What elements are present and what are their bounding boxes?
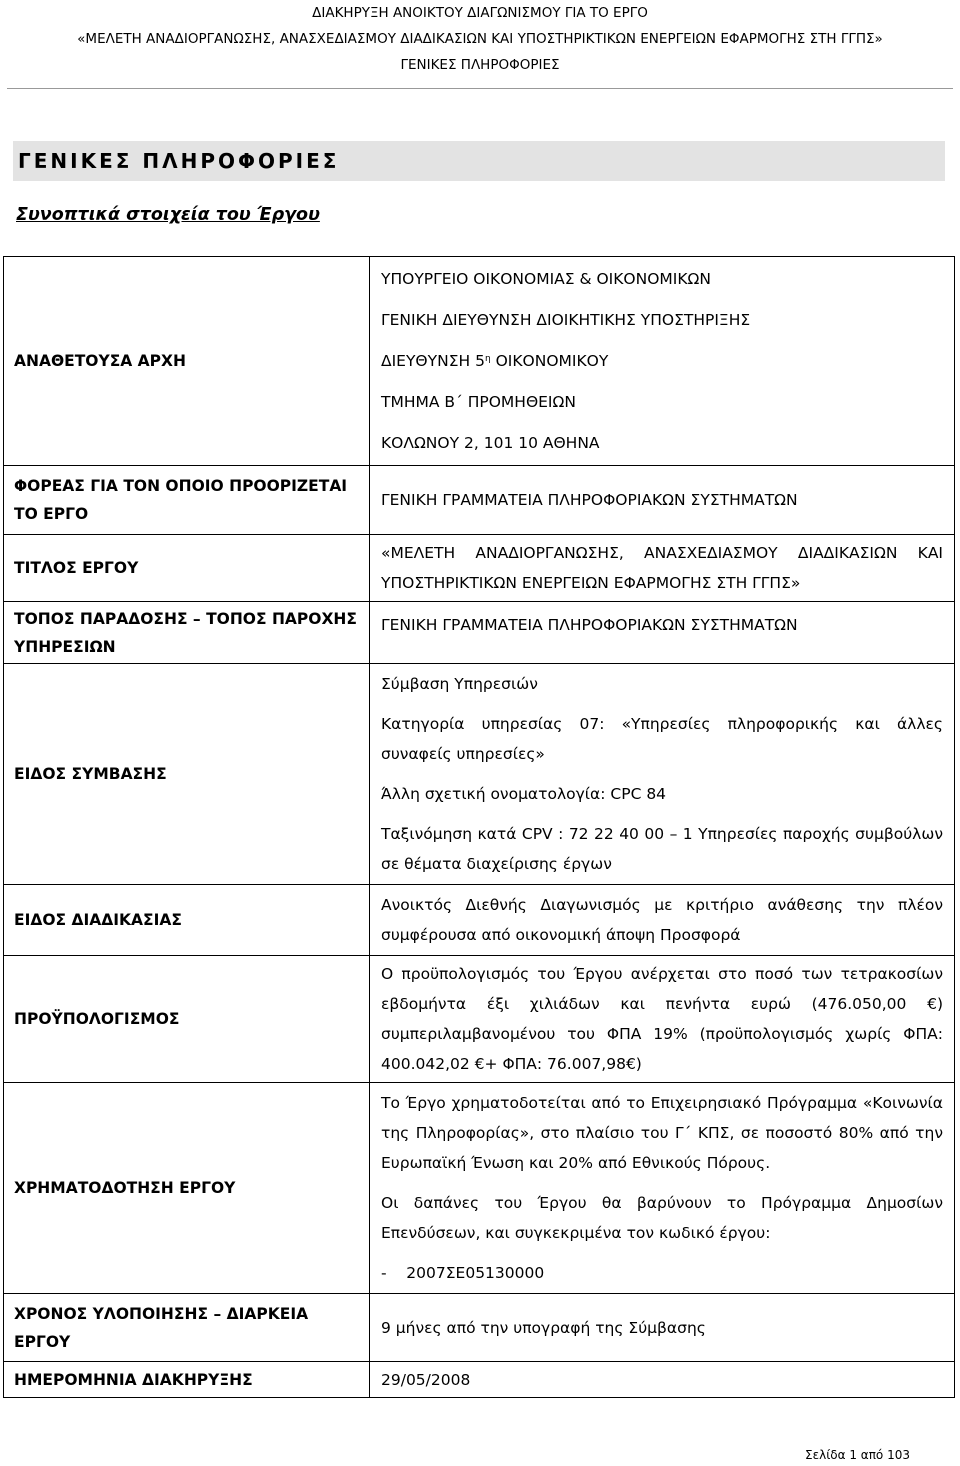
- table-row-place: [4, 602, 955, 664]
- funding-paragraph-2: Οι δαπάνες του Έργου θα βαρύνουν το Πρόγραμμα Δημοσίων Επενδύσεων, και συγκεκριμένα τον κωδικό έργου:: [381, 1194, 943, 1242]
- row-label: ΦΟΡΕΑΣ ΓΙΑ ΤΟΝ ΟΠΟΙΟ ΠΡΟΟΡΙΖΕΤΑΙ ΤΟ ΕΡΓΟ: [4, 466, 370, 535]
- contract-type-1: Σύμβαση Υπηρεσιών: [381, 675, 538, 693]
- table-row-funding: [4, 1083, 955, 1294]
- row-label: ΗΜΕΡΟΜΗΝΙΑ ΔΙΑΚΗΡΥΞΗΣ: [4, 1362, 370, 1398]
- row-value: 9 μήνες από την υπογραφή της Σύμβασης: [370, 1294, 955, 1362]
- table-row-title: [4, 535, 955, 602]
- contract-type-3: Άλλη σχετική ονοματολογία: CPC 84: [381, 785, 667, 803]
- header-divider: [7, 88, 953, 89]
- table-row-date: [4, 1362, 955, 1398]
- row-label: ΕΙΔΟΣ ΣΥΜΒΑΣΗΣ: [4, 664, 370, 885]
- row-value: ΓΕΝΙΚΗ ΓΡΑΜΜΑΤΕΙΑ ΠΛΗΡΟΦΟΡΙΑΚΩΝ ΣΥΣΤΗΜΑΤΩΝ: [370, 602, 955, 664]
- row-value: [370, 1083, 955, 1294]
- header-line-1: ΔΙΑΚΗΡΥΞΗ ΑΝΟΙΚΤΟΥ ΔΙΑΓΩΝΙΣΜΟΥ ΓΙΑ ΤΟ ΕΡΓΟ: [312, 5, 648, 21]
- division-text-2: ΟΙΚΟΝΟΜΙΚΟΥ: [490, 351, 609, 370]
- authority-address: ΚΟΛΩΝΟΥ 2, 101 10 ΑΘΗΝΑ: [381, 433, 600, 452]
- title-value: «ΜΕΛΕΤΗ ΑΝΑΔΙΟΡΓΑΝΩΣΗΣ, ΑΝΑΣΧΕΔΙΑΣΜΟΥ ΔΙΑΔΙΚΑΣΙΩΝ ΚΑΙ ΥΠΟΣΤΗΡΙΚΤΙΚΩΝ ΕΝΕΡΓΕΙΩΝ ΕΦΑΡΜΟΓΗΣ ΣΤΗ ΓΓΠΣ»: [381, 544, 943, 592]
- funding-project-code: - 2007ΣΕ05130000: [381, 1264, 545, 1282]
- row-label: ΧΡΟΝΟΣ ΥΛΟΠΟΙΗΣΗΣ – ΔΙΑΡΚΕΙΑ ΕΡΓΟΥ: [4, 1294, 370, 1362]
- row-label: ΤΟΠΟΣ ΠΑΡΑΔΟΣΗΣ – ΤΟΠΟΣ ΠΑΡΟΧΗΣ ΥΠΗΡΕΣΙΩΝ: [4, 602, 370, 664]
- procedure-value: Ανοικτός Διεθνής Διαγωνισμός με κριτήριο ανάθεσης την πλέον συμφέρουσα από οικονομική άποψη Προσφορά: [381, 896, 943, 944]
- section-title-bar: [13, 141, 945, 181]
- row-label: ΕΙΔΟΣ ΔΙΑΔΙΚΑΣΙΑΣ: [4, 885, 370, 956]
- row-value: [370, 956, 955, 1083]
- contract-type-4: Ταξινόμηση κατά CPV : 72 22 40 00 – 1 Υπηρεσίες παροχής συμβούλων σε θέματα διαχείρισης έργων: [381, 825, 943, 873]
- funding-paragraph-1: Το Έργο χρηματοδοτείται από το Επιχειρησιακό Πρόγραμμα «Κοινωνία της Πληροφορίας», στο πλαίσιο του Γ΄ ΚΠΣ, σε ποσοστό 80% από την Ευρωπαϊκή Ένωση και 20% από Εθνικούς Πόρους.: [381, 1094, 943, 1172]
- row-value: 29/05/2008: [370, 1362, 955, 1398]
- table-row-authority: [4, 257, 955, 466]
- division-superscript: η: [484, 353, 491, 364]
- header-line-3: ΓΕΝΙΚΕΣ ΠΛΗΡΟΦΟΡΙΕΣ: [400, 57, 560, 73]
- page-header: [0, 0, 960, 78]
- row-value: [370, 885, 955, 956]
- table-row-budget: [4, 956, 955, 1083]
- authority-ministry: ΥΠΟΥΡΓΕΙΟ ΟΙΚΟΝΟΜΙΑΣ & ΟΙΚΟΝΟΜΙΚΩΝ: [381, 269, 711, 288]
- row-label: ΤΙΤΛΟΣ ΕΡΓΟΥ: [4, 535, 370, 602]
- page-number: Σελίδα 1 από 103: [805, 1448, 910, 1462]
- table-row-procedure: [4, 885, 955, 956]
- header-line-2: «ΜΕΛΕΤΗ ΑΝΑΔΙΟΡΓΑΝΩΣΗΣ, ΑΝΑΣΧΕΔΙΑΣΜΟΥ ΔΙΑΔΙΚΑΣΙΩΝ ΚΑΙ ΥΠΟΣΤΗΡΙΚΤΙΚΩΝ ΕΝΕΡΓΕΙΩΝ ΕΦΑΡΜΟΓΗΣ ΣΤΗ ΓΓΠΣ»: [77, 31, 883, 47]
- table-row-contract-type: [4, 664, 955, 885]
- authority-division: [381, 341, 943, 382]
- contract-type-2: Κατηγορία υπηρεσίας 07: «Υπηρεσίες πληροφορικής και άλλες συναφείς υπηρεσίες»: [381, 715, 943, 763]
- authority-directorate: ΓΕΝΙΚΗ ΔΙΕΥΘΥΝΣΗ ΔΙΟΙΚΗΤΙΚΗΣ ΥΠΟΣΤΗΡΙΞΗΣ: [381, 310, 751, 329]
- table-row-duration: [4, 1294, 955, 1362]
- budget-value: Ο προϋπολογισμός του Έργου ανέρχεται στο ποσό των τετρακοσίων εβδομήντα έξι χιλιάδων και πενήντα ευρώ (476.050,00 €) συμπεριλαμβανομένου του ΦΠΑ 19% (προϋπολογισμός χωρίς ΦΠΑ: 400.042,02 €+ ΦΠΑ: 76.007,98€): [381, 965, 943, 1073]
- section-subtitle: Συνοπτικά στοιχεία του Έργου: [16, 205, 320, 225]
- division-text: ΔΙΕΥΘΥΝΣΗ 5: [381, 351, 485, 370]
- row-value: ΓΕΝΙΚΗ ΓΡΑΜΜΑΤΕΙΑ ΠΛΗΡΟΦΟΡΙΑΚΩΝ ΣΥΣΤΗΜΑΤΩΝ: [370, 466, 955, 535]
- row-value: [370, 257, 955, 466]
- authority-department: ΤΜΗΜΑ Β΄ ΠΡΟΜΗΘΕΙΩΝ: [381, 392, 576, 411]
- row-value: [370, 535, 955, 602]
- row-label: ΑΝΑΘΕΤΟΥΣΑ ΑΡΧΗ: [4, 257, 370, 466]
- summary-table: [3, 256, 955, 1398]
- section-title: ΓΕΝΙΚΕΣ ΠΛΗΡΟΦΟΡΙΕΣ: [18, 149, 340, 173]
- row-label: ΠΡΟΫΠΟΛΟΓΙΣΜΟΣ: [4, 956, 370, 1083]
- row-value: [370, 664, 955, 885]
- table-row-body: [4, 466, 955, 535]
- row-label: ΧΡΗΜΑΤΟΔΟΤΗΣΗ ΕΡΓΟΥ: [4, 1083, 370, 1294]
